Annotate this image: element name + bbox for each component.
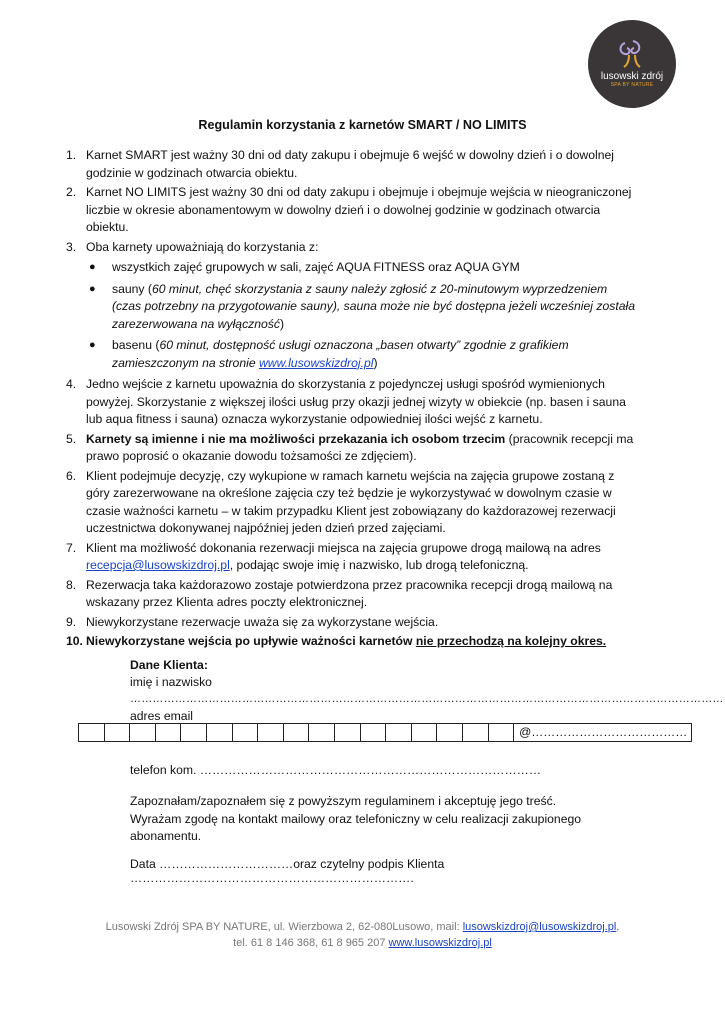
bullet-text: sauny ( xyxy=(112,281,152,296)
rule-text: Oba karnety upoważniają do korzystania z: xyxy=(86,239,319,254)
phone-field[interactable]: telefon kom. ………………………………………………………………………… xyxy=(130,763,542,777)
signature-line[interactable]: Data ……………………………oraz czytelny podpis Klienta ……………………………………………………………. xyxy=(130,857,445,885)
footer-website-link[interactable]: www.lusowskizdroj.pl xyxy=(388,937,492,949)
bullet-text: wszystkich zajęć grupowych w sali, zajęć AQUA FITNESS oraz AQUA GYM xyxy=(112,260,520,274)
reception-email-link[interactable]: recepcja@lusowskizdroj.pl xyxy=(86,558,230,572)
email-cell[interactable] xyxy=(105,724,131,741)
rules-list xyxy=(58,147,638,653)
email-cell[interactable] xyxy=(361,724,387,741)
footer-line-2 xyxy=(0,935,725,951)
bullet-item xyxy=(58,259,638,277)
bullet-item xyxy=(58,281,638,334)
rule-number: 9. xyxy=(66,614,77,629)
email-domain-cell[interactable]: @………………………………… xyxy=(519,725,688,739)
name-field[interactable]: …………………………………………………………………………………………………………………………………………… xyxy=(130,693,724,705)
logo xyxy=(588,20,676,108)
rule-text: Jedno wejście z karnetu upoważnia do skorzystania z pojedynczej usługi spośród wymienionych powyżej. Skorzystanie z większej ilości usług przy okazji jednej wizyty w obiekcie (np. basen i sauna lub aqua fitness i sauna) oznacza wykorzystanie odpowiedniej ilości wejść z karnetu. xyxy=(86,377,626,426)
list-item xyxy=(58,239,638,257)
email-cell[interactable] xyxy=(309,724,335,741)
footer-text: , xyxy=(616,921,620,933)
list-item xyxy=(58,376,638,429)
email-cell[interactable] xyxy=(207,724,233,741)
spa-emblem-icon xyxy=(615,39,649,69)
logo-brand: lusowski zdrój xyxy=(600,71,664,82)
list-item xyxy=(58,540,638,575)
email-cell[interactable] xyxy=(284,724,310,741)
footer-line-1 xyxy=(0,919,725,935)
rule-number: 2. xyxy=(66,185,77,199)
email-cell[interactable] xyxy=(335,724,361,741)
rule-number: 7. xyxy=(66,540,77,555)
bullet-text: ) xyxy=(373,355,378,370)
email-cell[interactable] xyxy=(437,724,463,741)
rule-text: Karnet SMART jest ważny 30 dni od daty zakupu i obejmuje 6 wejść w dowolny dzień i o dowolnej godzinie w godzinach otwarcia obiektu. xyxy=(86,148,614,180)
bullet-list xyxy=(58,259,638,372)
bullet-icon: ● xyxy=(89,261,96,273)
email-cell[interactable] xyxy=(156,724,182,741)
rule-number: 6. xyxy=(66,468,77,483)
rule-text: Karnet NO LIMITS jest ważny 30 dni od daty zakupu i obejmuje i obejmuje wejścia w nieograniczonej liczbie w okresie abonamentowym w dowolny dzień i o dowolnej godzinie w godzinach otwarcia obiektu. xyxy=(86,185,632,234)
bullet-icon: ● xyxy=(89,339,96,351)
footer-address: Lusowski Zdrój SPA BY NATURE, ul. Wierzbowa 2, 62-080Lusowo, mail: xyxy=(105,921,463,933)
email-cell[interactable] xyxy=(412,724,438,741)
list-item xyxy=(58,614,638,632)
bullet-text: basenu ( xyxy=(112,338,160,352)
list-item xyxy=(58,577,638,612)
rule-number: 1. xyxy=(66,148,77,162)
bullet-text: ) xyxy=(280,316,285,331)
bullet-italic-text: 60 minut, chęć skorzystania z sauny należy zgłosić z 20-minutowym wyprzedzeniem (czas potrzebny na przygotowanie sauny), sauna może nie być dostępna jeżeli wcześniej została zarezerwowana na wyłączność xyxy=(112,281,635,331)
footer-email-link[interactable]: lusowskizdroj@lusowskizdroj.pl xyxy=(462,921,617,933)
name-label: imię i nazwisko xyxy=(130,675,212,689)
bullet-icon: ● xyxy=(89,282,96,295)
list-item xyxy=(58,184,638,237)
email-cell[interactable] xyxy=(463,724,489,741)
email-cell[interactable] xyxy=(489,724,515,741)
email-cell[interactable] xyxy=(258,724,284,741)
rule-number: 4. xyxy=(66,377,77,391)
email-label: adres email xyxy=(130,709,193,723)
bullet-item xyxy=(58,337,638,372)
rule-text: Klient ma możliwość dokonania rezerwacji miejsca na zajęcia grupowe drogą mailową na adres xyxy=(86,540,601,555)
rule-bold-text: Niewykorzystane wejścia po upływie ważności karnetów xyxy=(86,634,416,648)
email-cell[interactable] xyxy=(181,724,207,741)
email-field[interactable] xyxy=(78,723,692,742)
list-item xyxy=(58,431,638,466)
email-cell[interactable] xyxy=(79,724,105,741)
list-item xyxy=(58,468,638,538)
rule-number: 8. xyxy=(66,577,77,592)
client-data-section xyxy=(130,657,724,725)
list-item xyxy=(58,147,638,182)
rule-number: 5. xyxy=(66,431,77,446)
rule-number: 3. xyxy=(66,239,77,254)
rule-bold-text: Karnety są imienne i nie ma możliwości przekazania ich osobom trzecim xyxy=(86,431,506,446)
website-link[interactable]: www.lusowskizdroj.pl xyxy=(258,355,374,370)
bullet-italic-text: 60 minut, dostępność usługi oznaczona „basen otwarty” zgodnie z grafikiem zamieszczonym na stronie xyxy=(112,338,569,370)
rule-text: Niewykorzystane rezerwacje uważa się za wykorzystane wejścia. xyxy=(86,614,439,629)
rule-text: , podając swoje imię i nazwisko, lub drogą telefoniczną. xyxy=(229,558,529,572)
list-item xyxy=(58,633,638,651)
rule-bold-underlined-text: nie przechodzą na kolejny okres. xyxy=(415,634,607,648)
consent-statement: Zapoznałam/zapoznałem się z powyższym regulaminem i akceptuję jego treść. Wyrażam zgodę na kontakt mailowy oraz telefoniczny w celu realizacji zakupionego abonamentu. xyxy=(130,794,582,843)
logo-tagline: SPA BY NATURE xyxy=(610,82,654,88)
rule-text: (pracownik recepcji ma prawo poprosić o okazanie dowodu tożsamości ze zdjęciem). xyxy=(86,431,634,463)
page-title: Regulamin korzystania z karnetów SMART / NO LIMITS xyxy=(198,118,527,132)
email-cell[interactable] xyxy=(386,724,412,741)
client-heading: Dane Klienta: xyxy=(130,658,208,672)
footer xyxy=(0,919,725,951)
email-cell[interactable] xyxy=(233,724,259,741)
rule-number: 10. xyxy=(66,634,83,648)
footer-phones: tel. 61 8 146 368, 61 8 965 207 xyxy=(233,937,389,949)
rule-text: Rezerwacja taka każdorazowo zostaje potwierdzona przez pracownika recepcji drogą mailową na wskazany przez Klienta adres poczty elektronicznej. xyxy=(86,577,613,609)
email-cell[interactable] xyxy=(130,724,156,741)
rule-text: Klient podejmuje decyzję, czy wykupione w ramach karnetu wejścia na zajęcia grupowe zostaną z góry zarezerwowane na określone zajęcia czy też będzie je wykorzystywać w dowolnym czasie w czasie ważności karnetu – w takim przypadku Klient jest zobowiązany do każdorazowej rezerwacji uczestnictwa dokonywanej najpóźniej jeden dzień przed zajęciami. xyxy=(86,468,616,535)
